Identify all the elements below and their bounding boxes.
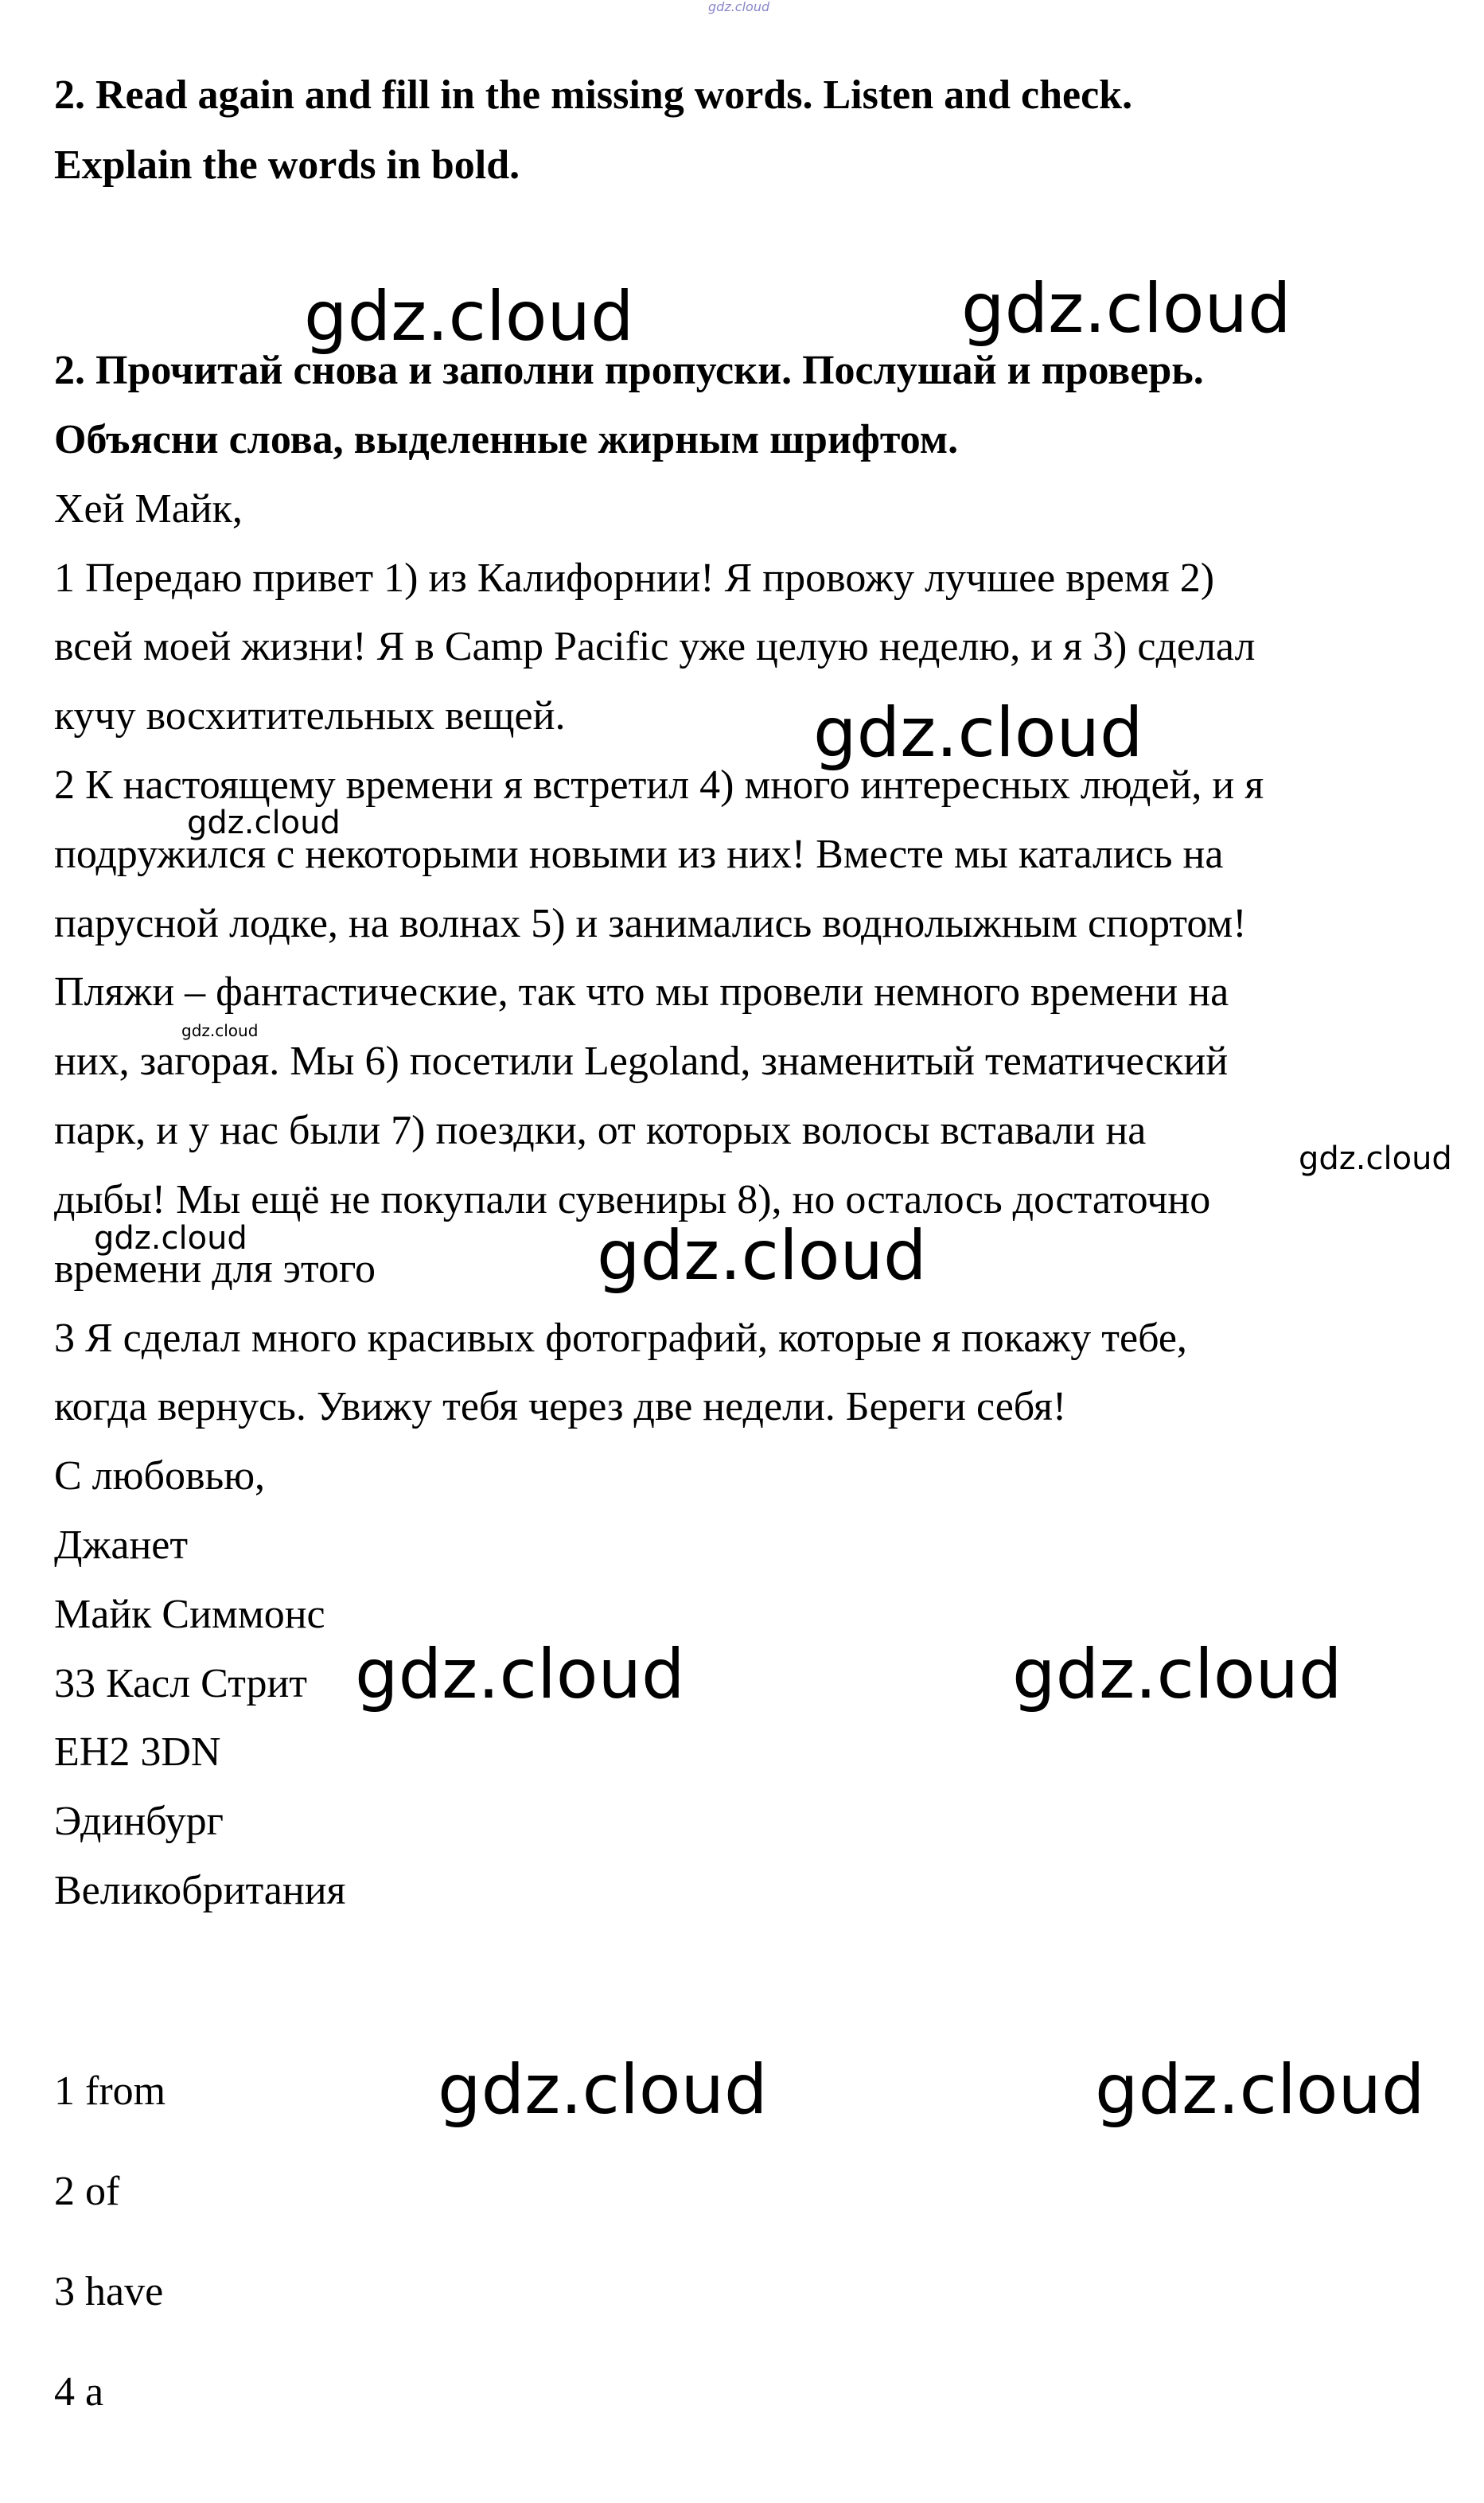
letter-line: 1 Передаю привет 1) из Калифорнии! Я провожу лучшее время 2) [54,556,1215,601]
letter-line: парк, и у нас были 7) поездки, от которых волосы вставали на [54,1108,1147,1153]
task-title-ru-line1: 2. Прочитай снова и заполни пропуски. Послушай и проверь. [54,348,1204,393]
letter-line: Пляжи – фантастические, так что мы провели немного времени на [54,969,1229,1015]
task-title-ru-line2: Объясни слова, выделенные жирным шрифтом. [54,417,959,462]
letter-line: 2 К настоящему времени я встретил 4) много интересных людей, и я [54,762,1264,808]
letter-signature: Джанет [54,1522,189,1568]
answer-item: 3 have [54,2269,164,2314]
watermark: gdz.cloud [813,693,1143,773]
letter-closing: С любовью, [54,1453,266,1499]
watermark: gdz.cloud [304,277,634,357]
watermark: gdz.cloud [355,1635,685,1714]
address-line: EH2 3DN [54,1729,221,1775]
watermark: gdz.cloud [94,1220,247,1257]
watermark: gdz.cloud [1012,1635,1342,1714]
watermark: gdz.cloud [438,2050,768,2130]
answer-item: 1 from [54,2068,166,2114]
letter-greeting: Хей Майк, [54,486,243,532]
letter-line: кучу восхитительных вещей. [54,693,566,739]
watermark: gdz.cloud [961,269,1291,349]
watermark: gdz.cloud [187,805,341,841]
top-watermark: gdz.cloud [708,0,770,14]
watermark: gdz.cloud [1095,2050,1425,2130]
address-line: Эдинбург [54,1799,224,1844]
watermark: gdz.cloud [181,1021,259,1040]
address-line: 33 Касл Стрит [54,1661,308,1706]
letter-line: 3 Я сделал много красивых фотографий, которые я покажу тебе, [54,1316,1187,1361]
letter-line: всей моей жизни! Я в Camp Pacific уже целую неделю, и я 3) сделал [54,624,1256,669]
watermark: gdz.cloud [597,1216,927,1296]
letter-line: них, загорая. Мы 6) посетили Legoland, знаменитый тематический [54,1039,1229,1084]
task-title-en-line1: 2. Read again and fill in the missing words. Listen and check. [54,72,1133,118]
letter-line: дыбы! Мы ещё не покупали сувениры 8), но осталось достаточно [54,1177,1211,1222]
letter-line: времени для этого [54,1246,376,1292]
letter-line: подружился с некоторыми новыми из них! Вместе мы катались на [54,832,1224,877]
task-title-en-line2: Explain the words in bold. [54,142,520,188]
letter-line: когда вернусь. Увижу тебя через две недели. Береги себя! [54,1384,1067,1429]
watermark: gdz.cloud [1299,1140,1452,1177]
address-line: Майк Симмонс [54,1592,325,1637]
answer-item: 4 a [54,2369,104,2415]
answer-item: 2 of [54,2169,120,2214]
address-line: Великобритания [54,1868,346,1913]
letter-line: парусной лодке, на волнах 5) и занимались воднолыжным спортом! [54,901,1247,946]
